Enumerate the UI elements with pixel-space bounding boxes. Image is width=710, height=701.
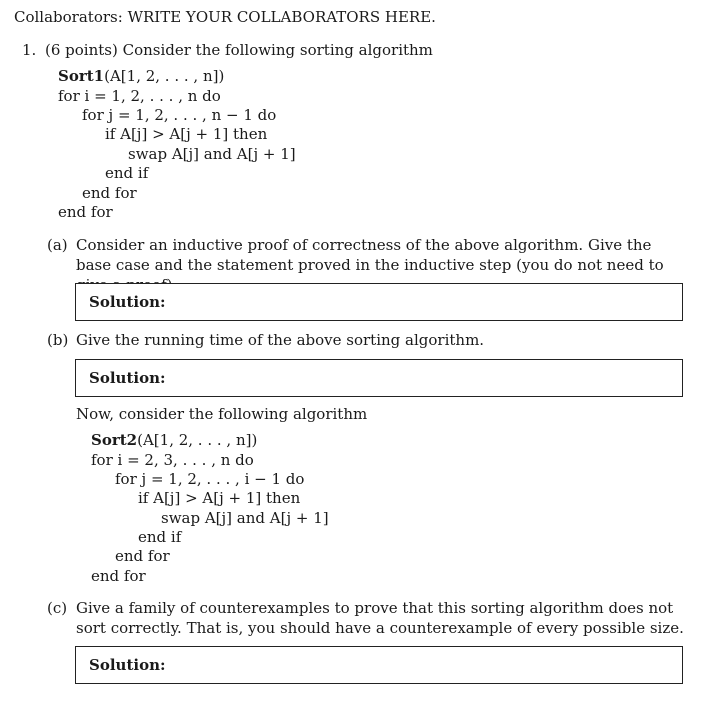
solution-label: Solution: — [89, 293, 166, 311]
algo1-line: end if — [105, 164, 149, 182]
solution-label: Solution: — [89, 656, 166, 674]
problem-number: 1. — [22, 41, 37, 59]
solution-box-c[interactable] — [75, 646, 683, 684]
part-c-label: (c) — [47, 599, 68, 617]
algo1-name: Sort1 — [58, 67, 105, 85]
part-a-label: (a) — [47, 236, 68, 254]
algo2-line: swap A[j] and A[j + 1] — [161, 509, 329, 527]
algo1-line: end for — [58, 203, 113, 221]
algo1-line: if A[j] > A[j + 1] then — [105, 125, 268, 143]
algo2-line: for j = 1, 2, . . . , i − 1 do — [115, 470, 305, 488]
algo1-line: for j = 1, 2, . . . , n − 1 do — [82, 106, 277, 124]
collaborators-line — [14, 7, 436, 27]
algo2-name: Sort2 — [91, 431, 138, 449]
algo1-header — [58, 66, 224, 86]
algo1-line: end for — [82, 184, 137, 202]
solution-box-b[interactable] — [75, 359, 683, 397]
solution-label: Solution: — [89, 369, 166, 387]
part-b-label: (b) — [47, 331, 69, 349]
algo2-line: for i = 2, 3, . . . , n do — [91, 451, 254, 469]
algo2-line: end for — [91, 567, 146, 585]
algo1-line: for i = 1, 2, . . . , n do — [58, 87, 221, 105]
algo2-line: if A[j] > A[j + 1] then — [138, 489, 301, 507]
transition-text: Now, consider the following algorithm — [76, 405, 368, 423]
part-c-text: Give a family of counterexamples to prove that this sorting algorithm does not sort correctly. That is, you should have a counterexample of every possible size. — [76, 599, 684, 637]
part-a-text: Consider an inductive proof of correctness of the above algorithm. Give the base case and the statement proved in the inductive step (you do not need to — [76, 236, 664, 274]
part-b-text: Give the running time of the above sorting algorithm. — [76, 331, 485, 349]
algo2-line: end for — [115, 547, 170, 565]
collaborators-value: WRITE YOUR COLLABORATORS HERE. — [127, 8, 436, 26]
solution-box-a[interactable] — [75, 283, 683, 321]
collaborators-label: Collaborators: — [14, 8, 123, 26]
problem-intro: (6 points) Consider the following sorting algorithm — [45, 41, 433, 59]
algo2-line: end if — [138, 528, 182, 546]
algo1-line: swap A[j] and A[j + 1] — [128, 145, 296, 163]
algo2-header — [91, 430, 257, 450]
algo2-signature: (A[1, 2, . . . , n]) — [137, 431, 258, 449]
algo1-signature: (A[1, 2, . . . , n]) — [104, 67, 225, 85]
